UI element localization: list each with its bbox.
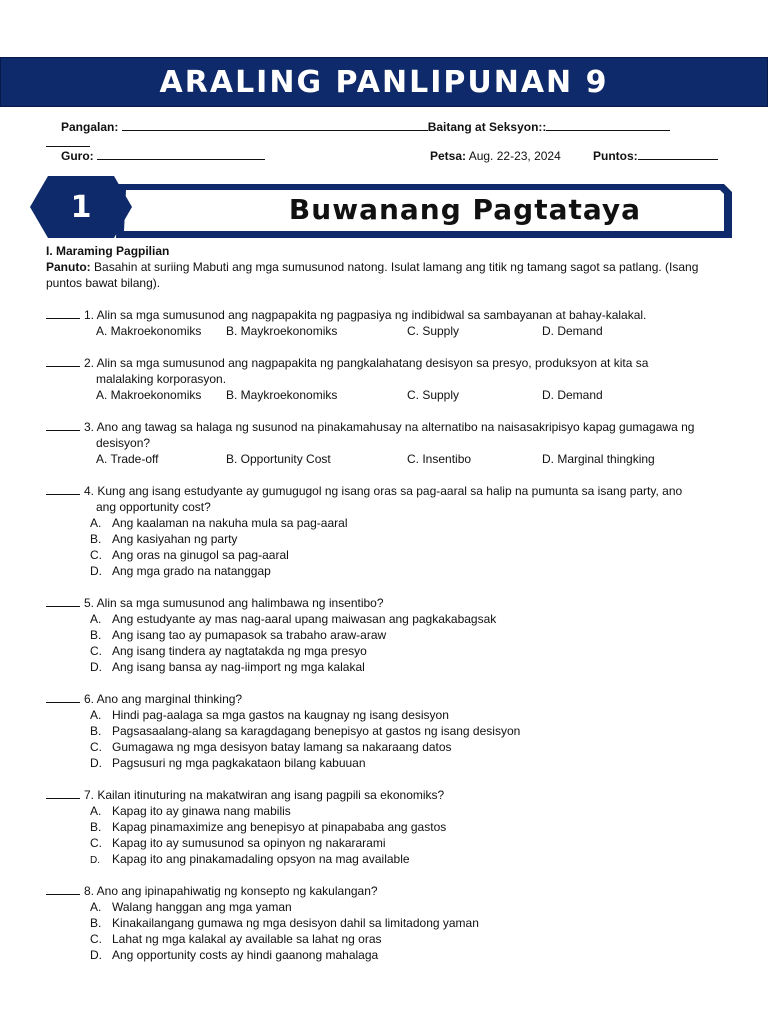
answer-blank[interactable] xyxy=(46,788,80,799)
question-item xyxy=(46,355,722,403)
option-c: C. Insentibo xyxy=(407,452,472,466)
option-text: Kapag pinamaximize ang benepisyo at pinapababa ang gastos xyxy=(112,820,447,834)
option-letter: A. xyxy=(90,516,102,530)
option-letter: A. xyxy=(90,708,102,722)
answer-blank[interactable] xyxy=(46,596,80,607)
question-text-continuation: desisyon? xyxy=(96,436,151,450)
option-letter: B. xyxy=(90,916,102,930)
option-b xyxy=(90,627,722,643)
option-letter: D. xyxy=(90,855,100,866)
answer-blank[interactable] xyxy=(46,484,80,495)
option-d: D. Demand xyxy=(542,324,603,338)
option-letter: B. xyxy=(90,724,102,738)
question-stem xyxy=(46,691,722,707)
question-item xyxy=(46,307,722,339)
option-d xyxy=(90,947,722,963)
option-letter: C. xyxy=(90,548,102,562)
name-label: Pangalan: xyxy=(61,120,119,134)
option-b: B. Maykroekonomiks xyxy=(226,388,338,402)
option-b: B. Opportunity Cost xyxy=(226,452,331,466)
options-row xyxy=(46,387,722,403)
option-c xyxy=(90,931,722,947)
question-text: 3. Ano ang tawag sa halaga ng susunod na pinakamahusay na alternatibo na naisasakripisyo kapag gumagawa ng xyxy=(84,420,695,434)
option-text: Walang hanggan ang mga yaman xyxy=(112,900,292,914)
option-text: Pagsasaalang-alang sa karagdagang benepisyo at gastos ng isang desisyon xyxy=(112,724,521,738)
option-letter: B. xyxy=(90,820,102,834)
option-a: A. Makroekonomiks xyxy=(96,324,202,338)
page-title: ARALING PANLIPUNAN 9 xyxy=(159,64,609,100)
question-text-continuation: ang opportunity cost? xyxy=(96,500,211,514)
option-a: A. Makroekonomiks xyxy=(96,388,202,402)
option-text: Ang kaalaman na nakuha mula sa pag-aaral xyxy=(112,516,348,530)
option-c: C. Supply xyxy=(407,388,460,402)
option-text: Hindi pag-aalaga sa mga gastos na kaugnay ng isang desisyon xyxy=(112,708,449,722)
date-label: Petsa: xyxy=(430,149,467,163)
option-text: Ang opportunity costs ay hindi gaanong mahalaga xyxy=(112,948,379,962)
answer-blank[interactable] xyxy=(46,420,80,431)
option-text: Ang isang tindera ay nagtatakda ng mga presyo xyxy=(112,644,367,658)
options-list xyxy=(46,803,722,867)
question-stem xyxy=(46,307,722,323)
options-row xyxy=(46,451,722,467)
option-c: C. Supply xyxy=(407,324,460,338)
score-row xyxy=(593,149,718,163)
section-title: I. Maraming Pagpilian xyxy=(46,244,170,258)
options-list xyxy=(46,515,722,579)
score-label: Puntos: xyxy=(593,149,638,163)
option-letter: B. xyxy=(90,532,102,546)
option-text: Ang kasiyahan ng party xyxy=(112,532,238,546)
option-a xyxy=(90,707,722,723)
option-c xyxy=(90,547,722,563)
assessment-banner xyxy=(30,176,734,238)
option-letter: D. xyxy=(90,756,102,770)
option-c xyxy=(90,835,722,851)
option-b xyxy=(90,819,722,835)
option-letter: A. xyxy=(90,900,102,914)
directions-text: Basahin at suriing Mabuti ang mga sumusunod natong. Isulat lamang ang titik ng tamang sagot sa patlang. (Isang puntos bawat bilang). xyxy=(46,260,699,290)
option-c xyxy=(90,739,722,755)
question-text: 2. Alin sa mga sumusunod ang nagpapakita ng pangkalahatang desisyon sa presyo, produksyon at kita sa xyxy=(84,356,649,370)
date-value: Aug. 22-23, 2024 xyxy=(468,149,561,163)
option-letter: D. xyxy=(90,660,102,674)
question-list xyxy=(46,307,722,963)
name-row xyxy=(61,120,670,134)
option-d: D. Marginal thingking xyxy=(542,452,655,466)
question-text: 7. Kailan itinuturing na makatwiran ang isang pagpili sa ekonomiks? xyxy=(84,788,445,802)
question-item xyxy=(46,595,722,675)
question-item xyxy=(46,883,722,963)
teacher-label: Guro: xyxy=(61,149,94,163)
question-item xyxy=(46,483,722,579)
teacher-row xyxy=(61,149,265,163)
option-d xyxy=(90,851,722,867)
section-field-continuation xyxy=(46,136,90,150)
option-letter: D. xyxy=(90,564,102,578)
option-text: Pagsusuri ng mga pagkakataon bilang kabuuan xyxy=(112,756,366,770)
question-stem xyxy=(46,595,722,611)
question-item xyxy=(46,787,722,867)
option-d xyxy=(90,563,722,579)
option-letter: C. xyxy=(90,740,102,754)
teacher-field[interactable] xyxy=(97,149,265,160)
question-stem xyxy=(46,883,722,899)
option-b: B. Maykroekonomiks xyxy=(226,324,338,338)
question-text: 4. Kung ang isang estudyante ay gumugugol ng isang oras sa pag-aaral sa halip na pumunta sa isang party, ano xyxy=(84,484,683,498)
option-a xyxy=(90,803,722,819)
question-text: 6. Ano ang marginal thinking? xyxy=(84,692,243,706)
option-a xyxy=(90,611,722,627)
question-stem xyxy=(46,419,722,435)
question-text: 5. Alin sa mga sumusunod ang halimbawa ng insentibo? xyxy=(84,596,384,610)
option-a: A. Trade-off xyxy=(96,452,159,466)
option-letter: C. xyxy=(90,932,102,946)
answer-blank[interactable] xyxy=(46,356,80,367)
option-text: Ang isang tao ay pumapasok sa trabaho araw-araw xyxy=(112,628,387,642)
section-label: Baitang at Seksyon:: xyxy=(427,120,547,134)
option-letter: A. xyxy=(90,804,102,818)
option-text: Kapag ito ay ginawa nang mabilis xyxy=(112,804,291,818)
option-letter: D. xyxy=(90,948,102,962)
score-field[interactable] xyxy=(638,149,718,160)
question-text-continuation: malalaking korporasyon. xyxy=(96,372,227,386)
option-text: Ang mga grado na natanggap xyxy=(112,564,271,578)
directions-label: Panuto: xyxy=(46,260,91,274)
question-stem xyxy=(46,355,722,371)
question-item xyxy=(46,691,722,771)
answer-blank[interactable] xyxy=(46,308,80,319)
option-d: D. Demand xyxy=(542,388,603,402)
option-b xyxy=(90,723,722,739)
section-field[interactable] xyxy=(546,120,670,131)
banner-title: Buwanang Pagtataya xyxy=(288,192,642,226)
options-list xyxy=(46,707,722,771)
answer-blank[interactable] xyxy=(46,692,80,703)
option-letter: B. xyxy=(90,628,102,642)
option-b xyxy=(90,531,722,547)
question-text: 8. Ano ang ipinapahiwatig ng konsepto ng kakulangan? xyxy=(84,884,378,898)
options-row xyxy=(46,323,722,339)
title-bar xyxy=(0,57,768,107)
banner-number: 1 xyxy=(70,189,92,225)
option-text: Kapag ito ang pinakamadaling opsyon na mag available xyxy=(112,852,410,866)
option-c xyxy=(90,643,722,659)
option-letter: C. xyxy=(90,836,102,850)
options-list xyxy=(46,611,722,675)
option-text: Lahat ng mga kalakal ay available sa lahat ng oras xyxy=(112,932,382,946)
options-list xyxy=(46,899,722,963)
question-text: 1. Alin sa mga sumusunod ang nagpapakita ng pagpasiya ng indibidwal sa sambayanan at bahay-kalakal. xyxy=(84,308,647,322)
option-text: Ang estudyante ay mas nag-aaral upang maiwasan ang pagkakabagsak xyxy=(112,612,497,626)
date-row xyxy=(430,149,561,163)
option-letter: A. xyxy=(90,612,102,626)
directions xyxy=(46,259,722,291)
option-text: Kinakailangang gumawa ng mga desisyon dahil sa limitadong yaman xyxy=(112,916,479,930)
option-a xyxy=(90,515,722,531)
option-b xyxy=(90,915,722,931)
option-text: Kapag ito ay sumusunod sa opinyon ng nakararami xyxy=(112,836,386,850)
option-d xyxy=(90,659,722,675)
option-letter: C. xyxy=(90,644,102,658)
option-text: Ang oras na ginugol sa pag-aaral xyxy=(112,548,289,562)
question-stem xyxy=(46,483,722,499)
name-field[interactable] xyxy=(122,120,428,131)
quiz-content xyxy=(46,243,722,963)
question-item xyxy=(46,419,722,467)
option-a xyxy=(90,899,722,915)
answer-blank[interactable] xyxy=(46,884,80,895)
option-d xyxy=(90,755,722,771)
question-stem xyxy=(46,787,722,803)
option-text: Ang isang bansa ay nag-iimport ng mga kalakal xyxy=(112,660,365,674)
option-text: Gumagawa ng mga desisyon batay lamang sa nakaraang datos xyxy=(112,740,452,754)
